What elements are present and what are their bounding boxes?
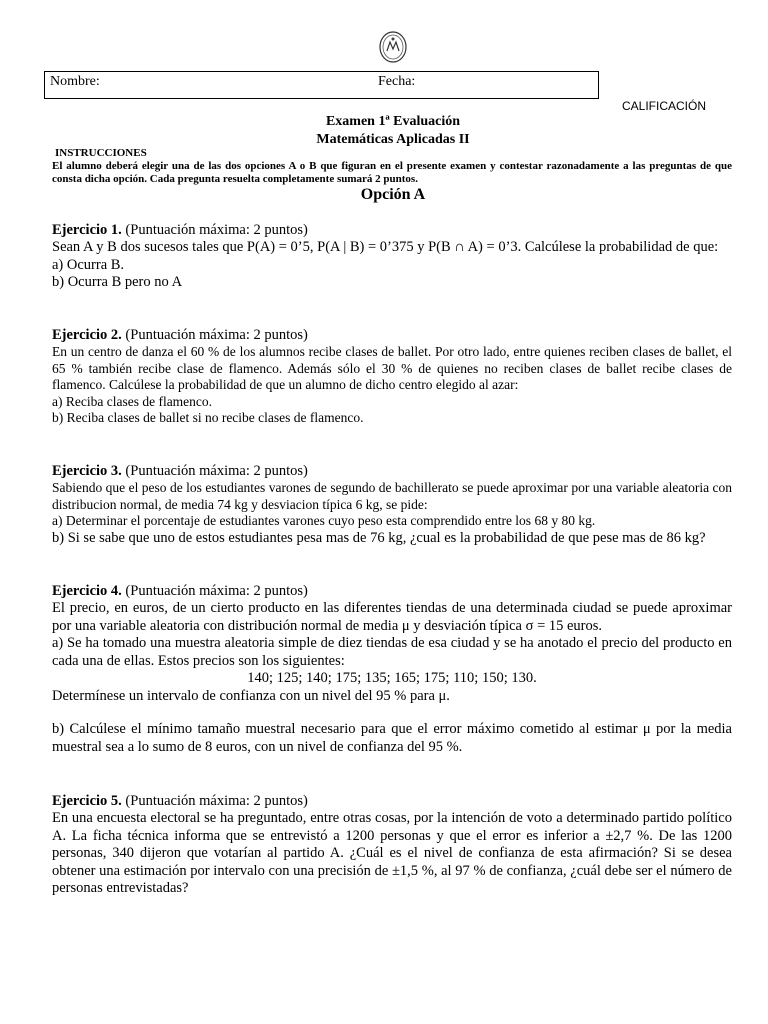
- exercise-4: [52, 583, 732, 756]
- exercise-part-a-question: Determínese un intervalo de confianza con un nivel del 95 % para μ.: [52, 687, 450, 704]
- exercise-label: Ejercicio 2.: [52, 327, 122, 343]
- exercise-label: Ejercicio 4.: [52, 583, 122, 599]
- exercise-points: (Puntuación máxima: 2 puntos): [121, 222, 308, 238]
- exercise-label: Ejercicio 3.: [52, 463, 122, 479]
- exam-title-block: [0, 113, 768, 149]
- exercise-points: (Puntuación máxima: 2 puntos): [121, 327, 308, 343]
- school-seal-logo: [378, 30, 408, 64]
- grade-label: CALIFICACIÓN: [622, 99, 707, 113]
- exercise-text: En un centro de danza el 60 % de los alumnos recibe clases de ballet. Por otro lado, entre quienes reciben clases de ballet, el 65 % también recibe clase de flamenco. Además sólo el 30 % de quienes no reciben clases de ballet recibe clases de flamenco. Calcúlese la probabilidad de que un alumno de dicho centro elegido al azar:: [52, 344, 732, 392]
- exam-title: Examen 1ª Evaluación: [325, 114, 461, 129]
- exercise-text: Sabiendo que el peso de los estudiantes varones de segundo de bachillerato se puede aproximar por una variable aleatoria con distribucion normal, de media 74 kg y desviacion típica 6 kg, se pide:: [52, 480, 732, 512]
- student-info-box: [44, 71, 599, 99]
- exercise-label: Ejercicio 1.: [52, 222, 122, 238]
- exercise-label: Ejercicio 5.: [52, 793, 122, 809]
- date-label: Fecha:: [378, 74, 416, 89]
- exercise-text: El precio, en euros, de un cierto producto en las diferentes tiendas de una determinada ciudad se puede aproximar por una variable aleatoria con distribución normal de media μ y desviación típica σ = 15 euros.: [52, 600, 732, 634]
- price-list: 140; 125; 140; 175; 135; 165; 175; 110; 150; 130.: [247, 670, 537, 686]
- exercise-part-b: b) Calcúlese el mínimo tamaño muestral necesario para que el error máximo cometido al estimar μ por la media muestral sea a lo sumo de 8 euros, con un nivel de confianza del 95 %.: [52, 721, 732, 755]
- exercise-part-a: a) Reciba clases de flamenco.: [52, 393, 213, 409]
- exercise-part-a: a) Se ha tomado una muestra aleatoria simple de diez tiendas de esa ciudad y se ha anotado el precio del producto en cada una de ellas. Estos precios son los siguientes:: [52, 635, 732, 669]
- exercise-points: (Puntuación máxima: 2 puntos): [121, 583, 308, 599]
- exercise-3: [52, 463, 732, 547]
- subject-title: Matemáticas Aplicadas II: [316, 132, 470, 147]
- exercise-1: [52, 222, 732, 292]
- exercise-text: Sean A y B dos sucesos tales que P(A) = 0’5, P(A | B) = 0’375 y P(B ∩ A) = 0’3. Calcúlese la probabilidad de que:: [52, 239, 719, 255]
- exercise-part-a: a) Ocurra B.: [52, 256, 125, 273]
- exercise-points: (Puntuación máxima: 2 puntos): [121, 463, 308, 479]
- exercise-part-b: b) Si se sabe que uno de estos estudiantes pesa mas de 76 kg, ¿cual es la probabilidad de que pese mas de 86 kg?: [52, 529, 706, 546]
- instructions-text: El alumno deberá elegir una de las dos opciones A o B que figuran en el presente examen y contestar razonadamente a las preguntas de que consta dicha opción. Cada pregunta resuelta completamente sumará 2 puntos.: [52, 160, 732, 185]
- exercise-5: [52, 793, 732, 898]
- instructions-heading: INSTRUCCIONES: [55, 147, 147, 159]
- exercise-2: [52, 327, 732, 427]
- exercise-part-b: b) Reciba clases de ballet si no recibe clases de flamenco.: [52, 410, 364, 425]
- exercise-points: (Puntuación máxima: 2 puntos): [121, 793, 308, 809]
- exercise-text: En una encuesta electoral se ha preguntado, entre otras cosas, por la intención de voto a determinado partido político A. La ficha técnica informa que se entrevistó a 1200 personas y que el error es inferior a ±2,7 %. De las 1200 personas, 340 dijeron que votarían al partido A. ¿Cuál es el nivel de confianza de esta afirmación? Si se desea obtener una estimación por intervalo con una precisión de ±1,5 %, al 97 % de confianza, ¿cuál debe ser el número de personas entrevistadas?: [52, 810, 732, 896]
- exercise-part-a: a) Determinar el porcentaje de estudiantes varones cuyo peso esta comprendido entre los 68 y 80 kg.: [52, 513, 596, 528]
- option-title: Opción A: [360, 186, 426, 203]
- exercise-part-b: b) Ocurra B pero no A: [52, 274, 183, 290]
- name-label: Nombre:: [50, 74, 100, 89]
